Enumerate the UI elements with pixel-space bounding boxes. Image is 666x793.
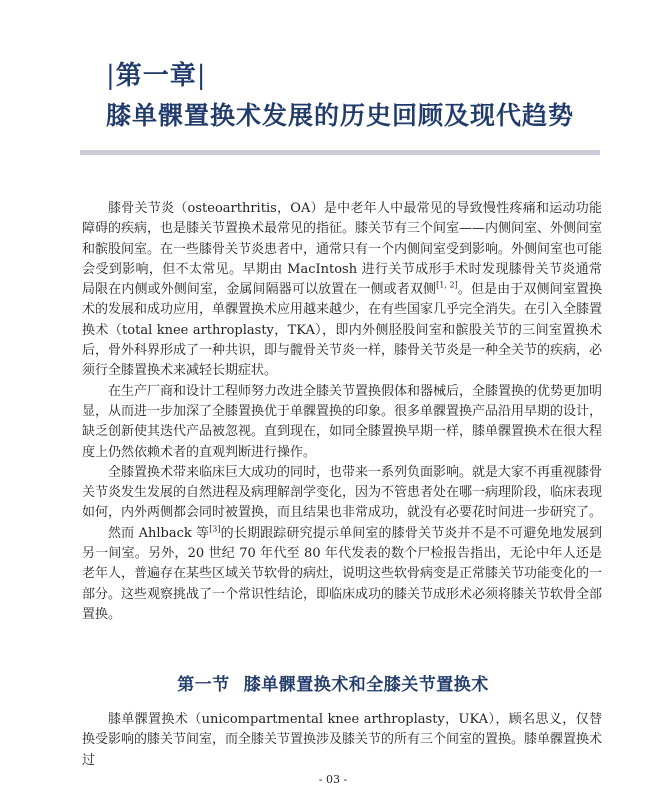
section-heading [0,670,666,695]
chapter-body [82,199,602,625]
paragraph-text: 。但是由于双侧间室置换术的发展和成功应用，单髁置换术应用越来越少，在有些国家几乎完全消失。在引入全膝置换术（total knee arthroplasty，TKA），即内外侧胫股间室和髌股关节的三间室置换术后，骨外科界形成了一种共识，即与髋骨关节炎一样，膝骨关节炎是一种全关节的疾病，必须行全膝置换术来减轻长期症状。 [82,282,603,379]
paragraph-text: 然而 Ahlback 等 [108,525,210,541]
paragraph-text: 全膝置换术带来临床巨大成功的同时，也带来一系列负面影响。就是大家不再重视膝骨关节炎发生发展的自然进程及病理解剖学变化，因为不管患者处在哪一病理阶段，临床表现如何，内外两侧都会同时被置换，而且结果也非常成功，就没有必要花时间进一步研究了。 [82,464,603,521]
section-number: 第一节 [177,675,230,695]
paragraph-text: 在生产厂商和设计工程师努力改进全膝关节置换假体和器械后，全膝置换的优势更加明显，从而进一步加深了全膝置换优于单髁置换的印象。很多单髁置换产品沿用早期的设计，缺乏创新使其迭代产品被忽视。直到现在，如同全膝置换早期一样，膝单髁置换术在很大程度上仍然依赖术者的直观判断进行操作。 [82,383,603,460]
body-paragraph [82,524,602,625]
chapter-label-right-bar: | [196,61,207,91]
page-number: - 03 - [318,773,348,786]
section-body [82,710,602,771]
citation: [1, 2] [436,280,458,290]
title-divider [80,150,600,155]
body-paragraph [82,199,602,382]
citation: [3] [209,524,221,534]
paragraph-text: 膝骨关节炎（osteoarthritis，OA）是中老年人中最常见的导致慢性疼痛和运动功能障碍的疾病，也是膝关节置换术最常见的指征。膝关节有三个间室——内侧间室、外侧间室和髌股间室。在一些膝骨关节炎患者中，通常只有一个内侧间室受到影响。外侧间室也可能会受到影响，但不太常见。早期由 MacIntosh 进行关节成形手术时发现膝骨关节炎通常局限在内侧或外侧间室，金属间隔器可以放置在一侧或者双侧 [82,201,603,298]
chapter-title: 膝单髁置换术发展的历史回顾及现代趋势 [106,101,575,130]
section-title: 膝单髁置换术和全膝关节置换术 [243,675,489,695]
body-paragraph [82,463,602,524]
chapter-label-left-bar: | [106,61,116,91]
chapter-label-text: 第一章 [115,61,197,91]
paragraph-text: 的长期跟踪研究提示单间室的膝骨关节炎并不是不可避免地发展到另一间室。另外，20 世纪 70 年代至 80 年代发表的数个尸检报告指出，无论中年人还是老年人，普遍存在某些区域关节软骨的病灶，说明这些软骨病变是正常膝关节功能变化的一部分。这些观察挑战了一个常识性结论，即临床成功的膝关节成形术必须将膝关节软骨全部置换。 [82,525,603,622]
body-paragraph: 膝单髁置换术（unicompartmental knee arthroplasty，UKA），顾名思义，仅替换受影响的膝关节间室，而全膝关节置换涉及膝关节的所有三个间室的置换。膝单髁置换术过 [82,712,603,768]
chapter-label [106,55,207,92]
body-paragraph [82,382,602,463]
